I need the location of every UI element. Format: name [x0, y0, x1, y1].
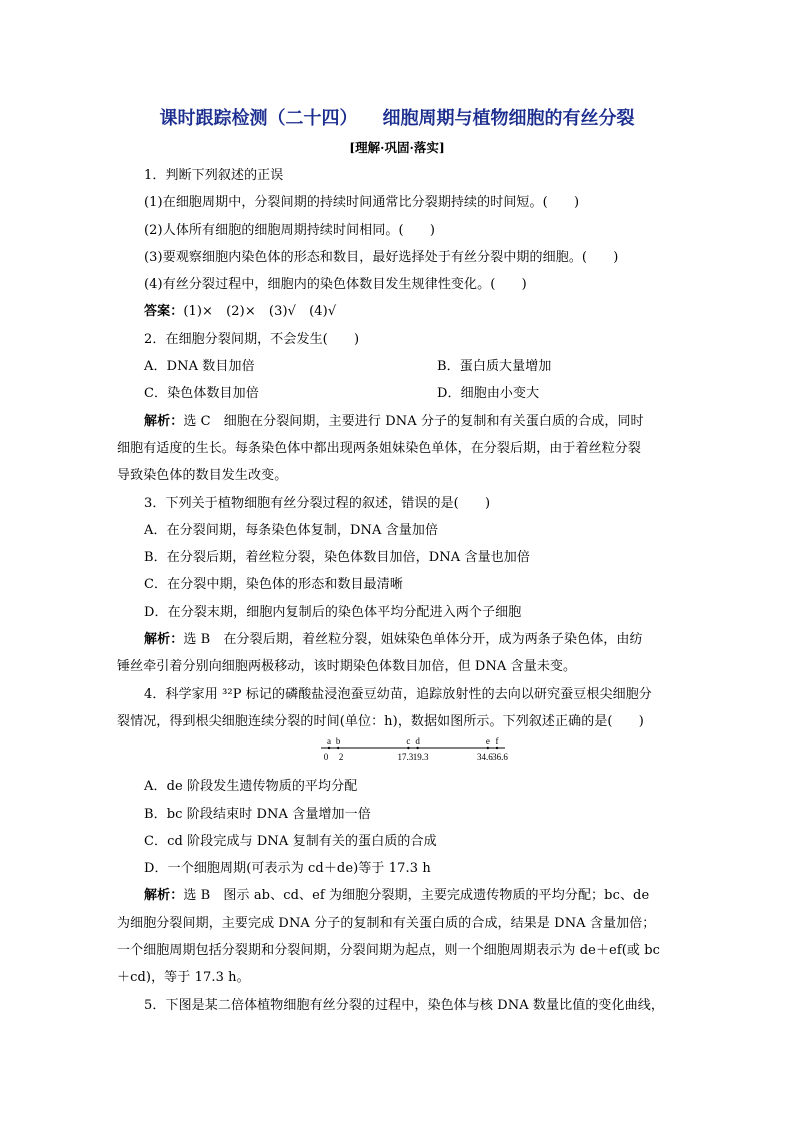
q2-stem: 2．在细胞分裂间期，不会发生( )	[144, 331, 360, 347]
timeline-point-b	[337, 747, 339, 749]
q1-stem: 1．判断下列叙述的正误	[144, 168, 284, 183]
q4-explanation-line-1	[117, 882, 679, 909]
q1-item-1: (1)在细胞周期中，分裂间期的持续时间通常比分裂期持续的时间短。( )	[144, 195, 580, 211]
q2-explanation-line-1	[117, 408, 679, 435]
q2-explanation-line-3: 导致染色体的数目发生改变。	[117, 468, 288, 484]
q3-option-d: D．在分裂末期，细胞内复制后的染色体平均分配进入两个子细胞	[144, 604, 522, 620]
q1-answer	[117, 298, 679, 325]
timeline-value-d: 19.3	[412, 752, 429, 763]
timeline-letter-e: e	[485, 736, 490, 747]
explanation-text: 选 C 细胞在分裂间期，主要进行 DNA 分子的复制和有关蛋白质的合成，同时	[183, 413, 644, 429]
timeline-figure	[117, 735, 679, 773]
q4-option-b: B．bc 阶段结束时 DNA 含量增加一倍	[144, 806, 371, 822]
page-title: 课时跟踪检测（二十四） 细胞周期与植物细胞的有丝分裂	[159, 108, 635, 129]
q2-option-b: B．蛋白质大量增加	[437, 359, 552, 375]
timeline-point-c	[407, 747, 409, 749]
exercise-content	[117, 162, 679, 1019]
timeline-letter-b: b	[335, 736, 341, 747]
q2-options-row-2	[117, 380, 679, 407]
timeline-letter-c: c	[406, 736, 411, 747]
q3-option-a: A．在分裂间期，每条染色体复制，DNA 含量加倍	[144, 522, 439, 538]
timeline-value-f: 36.6	[492, 752, 508, 763]
q3-option-b: B．在分裂后期，着丝粒分裂，染色体数目加倍，DNA 含量也加倍	[144, 550, 530, 566]
timeline-diagram	[319, 736, 509, 770]
q4-option-d: D．一个细胞周期(可表示为 cd＋de)等于 17.3 h	[144, 861, 431, 877]
answer-text: (1)× (2)× (3)√ (4)√	[183, 304, 337, 320]
q4-explanation-line-2: 为细胞分裂间期，主要完成 DNA 分子的复制和有关蛋白质的合成，结果是 DNA 含量加倍；	[117, 915, 656, 931]
q2-option-d: D．细胞由小变大	[437, 386, 540, 402]
q4-option-c: C．cd 阶段完成与 DNA 复制有关的蛋白质的合成	[144, 833, 437, 849]
explanation-label: 解析：	[144, 888, 184, 904]
timeline-value-a: 0	[323, 752, 329, 763]
q3-option-c: C．在分裂中期，染色体的形态和数目最清晰	[144, 577, 403, 593]
q3-stem: 3．下列关于植物细胞有丝分裂过程的叙述，错误的是( )	[144, 495, 491, 511]
q4-explanation-line-4: ＋cd)，等于 17.3 h。	[117, 970, 250, 986]
q1-item-4: (4)有丝分裂过程中，细胞内的染色体数目发生规律性变化。( )	[144, 277, 527, 293]
timeline-point-f	[496, 747, 498, 749]
timeline-letter-d: d	[415, 736, 420, 747]
explanation-text: 选 B 在分裂后期，着丝粒分裂，姐妹染色单体分开，成为两条子染色体，由纺	[183, 632, 643, 648]
explanation-label: 解析：	[144, 413, 184, 429]
explanation-text: 选 B 图示 ab、cd、ef 为细胞分裂期，主要完成遗传物质的平均分配；bc、de	[183, 888, 650, 904]
page-subtitle: [理解·巩固·落实]	[349, 140, 445, 155]
q4-explanation-line-3: 一个细胞周期包括分裂期和分裂间期，分裂间期为起点，则一个细胞周期表示为 de＋ef(或 bc	[117, 943, 661, 959]
q5-stem: 5．下图是某二倍体植物细胞有丝分裂的过程中，染色体与核 DNA 数量比值的变化曲线，	[144, 997, 664, 1013]
q1-item-2: (2)人体所有细胞的细胞周期持续时间相同。( )	[144, 222, 436, 238]
timeline-letter-a: a	[327, 736, 331, 747]
q4-option-a: A．de 阶段发生遗传物质的平均分配	[144, 779, 358, 795]
timeline-value-c: 17.3	[397, 752, 414, 763]
q2-options-row-1	[117, 353, 679, 380]
q3-explanation-line-2: 锤丝牵引着分别向细胞两极移动，该时期染色体数目加倍，但 DNA 含量未变。	[117, 659, 577, 675]
timeline-point-e	[487, 747, 489, 749]
q1-item-3: (3)要观察细胞内染色体的形态和数目，最好选择处于有丝分裂中期的细胞。( )	[144, 249, 619, 265]
timeline-point-a	[328, 747, 330, 749]
timeline-value-b: 2	[338, 752, 344, 763]
q2-explanation-line-2: 细胞有适度的生长。每条染色体中都出现两条姐妹染色单体，在分裂后期，由于着丝粒分裂	[117, 440, 642, 456]
timeline-value-e: 34.6	[476, 752, 493, 763]
timeline-point-d	[416, 747, 418, 749]
answer-label: 答案：	[144, 304, 184, 320]
explanation-label: 解析：	[144, 632, 184, 648]
q4-stem-line-2: 裂情况，得到根尖细胞连续分裂的时间(单位：h)，数据如图所示。下列叙述正确的是( )	[117, 713, 644, 729]
timeline-letter-f: f	[495, 736, 499, 747]
q4-stem-line-1: 4．科学家用 ³²P 标记的磷酸盐浸泡蚕豆幼苗，追踪放射性的去向以研究蚕豆根尖细胞分	[144, 686, 652, 702]
q2-option-c: C．染色体数目加倍	[144, 386, 259, 402]
q2-option-a: A．DNA 数目加倍	[144, 359, 255, 375]
q3-explanation-line-1	[117, 626, 679, 653]
